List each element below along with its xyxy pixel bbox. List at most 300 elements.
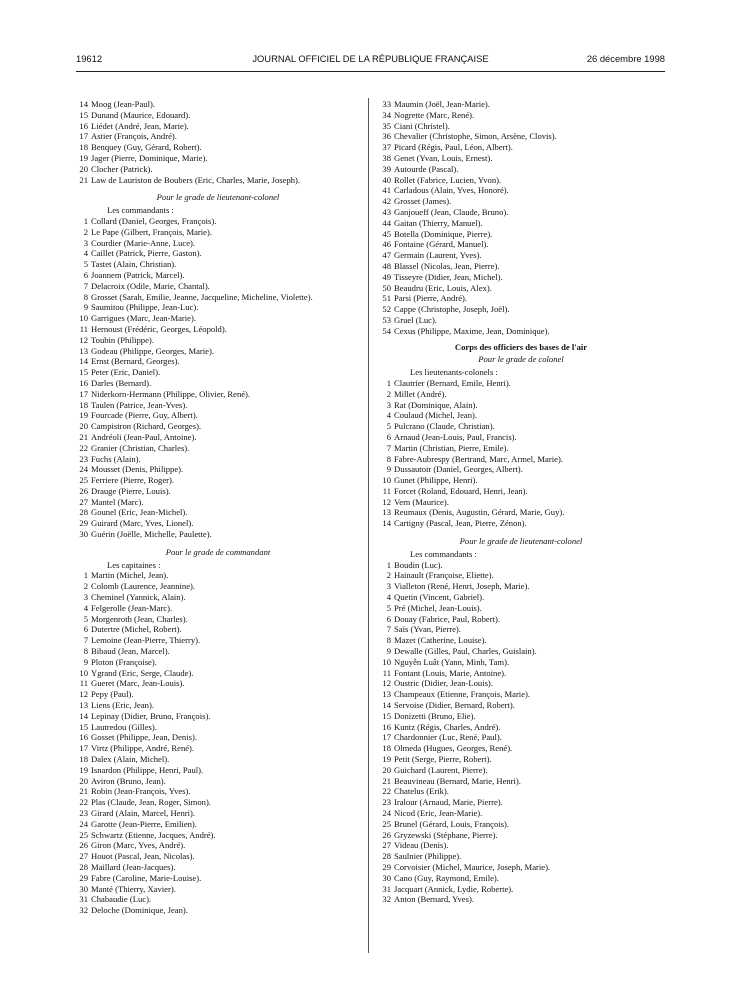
list-item xyxy=(74,410,362,421)
list-item xyxy=(377,99,665,110)
rank-number: 18 xyxy=(79,754,88,765)
officer-name: Saulnier (Philippe). xyxy=(394,851,462,862)
list-item xyxy=(377,421,665,432)
list-item xyxy=(377,250,665,261)
section-heading: Pour le grade de lieutenant-colonel xyxy=(156,192,280,203)
list-item xyxy=(74,711,362,722)
officer-name: Beauvineau (Bernard, Marie, Henri). xyxy=(394,775,521,786)
list-item xyxy=(377,830,665,841)
officer-name: Joannem (Patrick, Marcel). xyxy=(91,269,185,280)
page-header xyxy=(76,53,665,67)
list-item xyxy=(74,131,362,142)
rank-number: 7 xyxy=(386,624,391,635)
list-item xyxy=(74,99,362,110)
list-item xyxy=(74,873,362,884)
officer-name: Martin (Christian, Pierre, Emile). xyxy=(394,442,509,453)
officer-name: Pepy (Paul). xyxy=(91,689,134,700)
list-item xyxy=(74,432,362,443)
list-item xyxy=(74,378,362,389)
list-item xyxy=(74,592,362,603)
officer-name: Mousset (Denis, Philippe). xyxy=(91,464,184,475)
rank-number: 14 xyxy=(382,700,391,711)
officer-name: Giron (Marc, Yves, André). xyxy=(91,840,186,851)
rank-number: 21 xyxy=(79,786,88,797)
rank-number: 10 xyxy=(79,667,88,678)
rank-number: 14 xyxy=(79,710,88,721)
rank-number: 28 xyxy=(79,507,88,518)
list-item xyxy=(377,110,665,121)
rank-number: 16 xyxy=(382,721,391,732)
list-item xyxy=(377,581,665,592)
officer-name: Lepinay (Didier, Bruno, François). xyxy=(91,710,211,721)
officer-name: Anton (Bernard, Yves). xyxy=(394,894,474,905)
list-item xyxy=(74,454,362,465)
list-item xyxy=(74,743,362,754)
rank-number: 8 xyxy=(386,453,391,464)
list-item xyxy=(377,507,665,518)
rank-number: 42 xyxy=(382,196,391,207)
list-item xyxy=(74,497,362,508)
rank-number: 13 xyxy=(79,345,88,356)
officer-name: Forcet (Roland, Edouard, Henri, Jean). xyxy=(394,485,528,496)
officer-name: Moog (Jean-Paul). xyxy=(91,99,155,109)
rank-number: 16 xyxy=(79,377,88,388)
rank-number: 5 xyxy=(83,259,88,270)
list-item xyxy=(74,475,362,486)
officer-name: Champeaux (Etienne, François, Marie). xyxy=(394,689,531,700)
officer-name: Donizetti (Bruno, Elie). xyxy=(394,710,476,721)
officer-name: Bibaud (Jean, Marcel). xyxy=(91,646,170,657)
list-item xyxy=(377,293,665,304)
officer-name: Cappe (Christophe, Joseph, Joël). xyxy=(394,304,510,315)
rank-number: 34 xyxy=(382,109,391,120)
rank-number: 40 xyxy=(382,174,391,185)
officer-name: Douay (Fabrice, Paul, Robert). xyxy=(394,613,500,624)
list-item xyxy=(74,335,362,346)
rank-number: 30 xyxy=(382,872,391,883)
officer-name: Fontant (Louis, Marie, Antoine). xyxy=(394,667,507,678)
officer-name: Ferriere (Pierre, Roger). xyxy=(91,475,175,486)
officer-name: Isnardon (Philippe, Henri, Paul). xyxy=(91,764,204,775)
rank-number: 27 xyxy=(382,840,391,851)
rank-number: 13 xyxy=(382,507,391,518)
rank-number: 7 xyxy=(83,280,88,291)
list-item xyxy=(74,164,362,175)
officer-name: Pré (Michel, Jean-Louis). xyxy=(394,602,482,613)
officer-name: Dewalle (Gilles, Paul, Charles, Guislain). xyxy=(394,646,537,657)
list-item xyxy=(377,229,665,240)
rank-number: 8 xyxy=(386,635,391,646)
list-item xyxy=(74,678,362,689)
list-item xyxy=(377,884,665,895)
rank-number: 23 xyxy=(382,797,391,808)
section-heading: Pour le grade de colonel xyxy=(478,354,564,365)
rank-number: 32 xyxy=(79,905,88,916)
list-item xyxy=(74,765,362,776)
rank-number: 30 xyxy=(79,529,88,540)
list-item xyxy=(377,657,665,668)
rank-number: 1 xyxy=(83,570,88,581)
officer-name: Chatelus (Erik). xyxy=(394,786,449,797)
list-item xyxy=(74,110,362,121)
list-item xyxy=(74,668,362,679)
list-item xyxy=(74,367,362,378)
list-item xyxy=(74,830,362,841)
list-item xyxy=(377,400,665,411)
rank-number: 3 xyxy=(386,399,391,410)
list-item xyxy=(74,635,362,646)
list-item xyxy=(74,700,362,711)
rank-number: 20 xyxy=(79,163,88,174)
rank-number: 29 xyxy=(79,872,88,883)
list-item xyxy=(377,614,665,625)
list-item xyxy=(377,732,665,743)
rank-number: 25 xyxy=(382,818,391,829)
officer-name: Toubin (Philippe). xyxy=(91,334,154,345)
list-item xyxy=(74,421,362,432)
list-item xyxy=(74,464,362,475)
section-heading: Pour le grade de commandant xyxy=(165,546,271,557)
officer-name: Cartigny (Pascal, Jean, Pierre, Zénon). xyxy=(394,518,527,529)
rank-number: 21 xyxy=(79,431,88,442)
rank-number: 41 xyxy=(382,185,391,196)
rank-number: 10 xyxy=(382,475,391,486)
list-item xyxy=(74,443,362,454)
officer-name: Boudin (Luc). xyxy=(394,559,443,570)
officer-name: Guichard (Laurent, Pierre). xyxy=(394,764,488,775)
officer-name: Chardonnier (Luc, René, Paul). xyxy=(394,732,502,743)
list-item xyxy=(377,851,665,862)
rank-number: 4 xyxy=(83,602,88,613)
rank-number: 15 xyxy=(79,721,88,732)
rank-number: 47 xyxy=(382,250,391,261)
rank-number: 23 xyxy=(79,808,88,818)
list-item xyxy=(377,754,665,765)
list-item xyxy=(74,121,362,132)
list-item xyxy=(377,121,665,132)
officer-name: Gaitan (Thierry, Manuel). xyxy=(394,217,483,228)
list-item xyxy=(74,227,362,238)
officer-name: Ploton (Françoise). xyxy=(91,656,157,667)
officer-name: Coulaud (Michel, Jean). xyxy=(394,410,478,421)
rank-number: 6 xyxy=(83,269,88,280)
list-item xyxy=(377,894,665,905)
list-item xyxy=(377,646,665,657)
officer-name: Cano (Guy, Raymond, Emile). xyxy=(394,872,499,883)
officer-name: Tastet (Alain, Christian). xyxy=(91,259,177,270)
rank-number: 33 xyxy=(382,99,391,109)
rank-number: 21 xyxy=(382,775,391,786)
officer-name: Houot (Pascal, Jean, Nicolas). xyxy=(91,851,195,862)
list-item xyxy=(74,657,362,668)
officer-name: Guirard (Marc, Yves, Lionel). xyxy=(91,518,194,529)
list-item xyxy=(74,529,362,540)
officer-name: Martin (Michel, Jean). xyxy=(91,570,169,581)
list-item xyxy=(377,475,665,486)
list-item xyxy=(377,592,665,603)
list-item xyxy=(74,486,362,497)
list-item xyxy=(377,443,665,454)
officer-name: Brunel (Gérard, Louis, François). xyxy=(394,818,510,829)
officer-name: Fabre (Caroline, Marie-Louise). xyxy=(91,872,202,883)
rank-number: 3 xyxy=(83,592,88,603)
officer-name: Lautredou (Gilles). xyxy=(91,721,157,732)
journal-title: JOURNAL OFFICIEL DE LA RÉPUBLIQUE FRANÇAISE xyxy=(252,53,489,64)
list-item xyxy=(377,454,665,465)
list-intro: Les commandants : xyxy=(410,548,477,559)
rank-number: 2 xyxy=(83,581,88,592)
rank-number: 14 xyxy=(79,356,88,367)
section-heading: Pour le grade de lieutenant-colonel xyxy=(459,536,583,547)
officer-name: Schwartz (Etienne, Jacques, André). xyxy=(91,829,216,840)
officer-name: Ygrand (Eric, Serge, Claude). xyxy=(91,667,194,678)
list-item xyxy=(74,754,362,765)
column-divider xyxy=(368,98,369,953)
list-item xyxy=(377,722,665,733)
officer-name: Petit (Serge, Pierre, Robert). xyxy=(394,754,492,765)
list-item xyxy=(74,614,362,625)
officer-name: Nogrette (Marc, René). xyxy=(394,109,475,120)
rank-number: 36 xyxy=(382,131,391,142)
rank-number: 12 xyxy=(79,689,88,700)
rank-number: 18 xyxy=(382,743,391,754)
officer-name: Fuchs (Alain). xyxy=(91,453,141,464)
list-item xyxy=(377,218,665,229)
rank-number: 10 xyxy=(382,656,391,667)
list-item xyxy=(377,808,665,819)
rank-number: 11 xyxy=(382,485,391,496)
list-item xyxy=(74,389,362,400)
rank-number: 53 xyxy=(382,314,391,325)
rank-number: 5 xyxy=(83,613,88,624)
list-item xyxy=(74,356,362,367)
officer-name: Hainault (Françoise, Eliette). xyxy=(394,570,494,581)
list-item xyxy=(74,894,362,905)
list-item xyxy=(377,624,665,635)
rank-number: 17 xyxy=(79,131,88,142)
officer-name: Rollet (Fabrice, Lucien, Yvon). xyxy=(394,174,502,185)
officer-name: Arnaud (Jean-Louis, Paul, Francis). xyxy=(394,431,517,442)
officer-name: Jacquart (Annick, Lydie, Roberte). xyxy=(394,883,514,894)
officer-name: Chabaudie (Luc). xyxy=(91,894,152,905)
rank-number: 46 xyxy=(382,239,391,250)
rank-number: 22 xyxy=(79,442,88,453)
rank-number: 8 xyxy=(83,291,88,302)
officer-name: Mantel (Marc). xyxy=(91,496,144,507)
officer-name: Gunet (Philippe, Henri). xyxy=(394,475,478,486)
list-item xyxy=(74,776,362,787)
list-item xyxy=(74,400,362,411)
list-item xyxy=(74,313,362,324)
list-item xyxy=(74,884,362,895)
list-item xyxy=(74,216,362,227)
rank-number: 15 xyxy=(79,109,88,120)
officer-name: Taulen (Patrice, Jean-Yves). xyxy=(91,399,188,410)
officer-name: Nguyễn Luât (Yann, Minh, Tam). xyxy=(394,656,510,667)
list-item xyxy=(377,518,665,529)
officer-name: Campistron (Richard, Georges). xyxy=(91,421,202,432)
list-item xyxy=(74,808,362,819)
list-item xyxy=(377,765,665,776)
rank-number: 20 xyxy=(79,421,88,432)
rank-number: 21 xyxy=(79,174,88,185)
rank-number: 5 xyxy=(386,602,391,613)
issue-date: 26 décembre 1998 xyxy=(586,53,665,64)
list-item xyxy=(74,142,362,153)
rank-number: 1 xyxy=(386,559,391,570)
rank-number: 9 xyxy=(83,302,88,313)
rank-number: 26 xyxy=(79,840,88,851)
list-item xyxy=(377,389,665,400)
rank-number: 20 xyxy=(79,775,88,786)
rank-number: 27 xyxy=(79,851,88,862)
officer-name: Nicod (Eric, Jean-Marie). xyxy=(394,808,483,818)
officer-name: Gryzewski (Stéphane, Pierre). xyxy=(394,829,498,840)
list-item xyxy=(377,378,665,389)
officer-name: Granier (Christian, Charles). xyxy=(91,442,190,453)
rank-number: 43 xyxy=(382,206,391,217)
officer-name: Cheminel (Yannick, Alain). xyxy=(91,592,186,603)
list-item xyxy=(377,432,665,443)
rank-number: 28 xyxy=(382,851,391,862)
rank-number: 3 xyxy=(83,237,88,248)
list-item xyxy=(74,153,362,164)
list-item xyxy=(74,324,362,335)
list-item xyxy=(377,185,665,196)
list-item xyxy=(377,862,665,873)
officer-name: Niderkorn-Hermann (Philippe, Olivier, René). xyxy=(91,388,251,399)
rank-number: 17 xyxy=(79,388,88,399)
rank-number: 11 xyxy=(79,678,88,689)
list-item xyxy=(377,410,665,421)
rank-number: 17 xyxy=(79,743,88,754)
rank-number: 25 xyxy=(79,829,88,840)
officer-name: Cexus (Philippe, Maxime, Jean, Dominique). xyxy=(394,325,550,336)
rank-number: 9 xyxy=(386,464,391,475)
rank-number: 3 xyxy=(386,581,391,592)
list-intro: Les lieutenants-colonels : xyxy=(410,367,498,378)
list-item xyxy=(74,302,362,313)
officer-name: Germain (Laurent, Yves). xyxy=(394,250,482,261)
officer-name: Carladous (Alain, Yves, Honoré). xyxy=(394,185,509,196)
list-item xyxy=(74,238,362,249)
header-rule xyxy=(76,71,665,72)
officer-name: Felgerolle (Jean-Marc). xyxy=(91,602,173,613)
officer-name: Morgenroth (Jean, Charles). xyxy=(91,613,188,624)
officer-name: Ganjoueff (Jean, Claude, Bruno). xyxy=(394,206,509,217)
rank-number: 31 xyxy=(79,894,88,905)
rank-number: 39 xyxy=(382,163,391,174)
rank-number: 51 xyxy=(382,293,391,304)
rank-number: 2 xyxy=(386,570,391,581)
officer-name: Astier (François, André). xyxy=(91,131,177,142)
officer-name: Le Pape (Gilbert, François, Marie). xyxy=(91,226,212,237)
officer-name: Maumin (Joël, Jean-Marie). xyxy=(394,99,490,109)
rank-number: 52 xyxy=(382,304,391,315)
officer-name: Courdier (Marie-Anne, Luce). xyxy=(91,237,196,248)
officer-name: Reumaux (Denis, Augustin, Gérard, Marie, Guy). xyxy=(394,507,565,518)
officer-name: Virtz (Philippe, André, René). xyxy=(91,743,195,754)
officer-name: Ciani (Christel). xyxy=(394,120,450,131)
rank-number: 48 xyxy=(382,260,391,271)
rank-number: 14 xyxy=(382,518,391,529)
list-item xyxy=(74,840,362,851)
rank-number: 24 xyxy=(382,808,391,818)
officer-name: Grosset (James). xyxy=(394,196,452,207)
list-item xyxy=(377,819,665,830)
rank-number: 13 xyxy=(382,689,391,700)
rank-number: 4 xyxy=(386,410,391,421)
officer-name: Robin (Jean-François, Yves). xyxy=(91,786,191,797)
list-item xyxy=(377,603,665,614)
list-item xyxy=(74,603,362,614)
list-item xyxy=(74,581,362,592)
list-item xyxy=(74,646,362,657)
officer-name: Beaudru (Eric, Louis, Alex). xyxy=(394,282,492,293)
list-item xyxy=(74,259,362,270)
rank-number: 6 xyxy=(83,624,88,635)
officer-name: Andréoli (Jean-Paul, Antoine). xyxy=(91,431,197,442)
rank-number: 27 xyxy=(79,496,88,507)
officer-name: Rat (Dominique, Alain). xyxy=(394,399,478,410)
officer-name: Vern (Maurice). xyxy=(394,496,449,507)
officer-name: Drauge (Pierre, Louis). xyxy=(91,485,171,496)
rank-number: 11 xyxy=(382,667,391,678)
rank-number: 4 xyxy=(83,248,88,259)
rank-number: 20 xyxy=(382,764,391,775)
list-item xyxy=(377,797,665,808)
officer-name: Garotte (Jean-Pierre, Emilien). xyxy=(91,818,197,829)
rank-number: 30 xyxy=(79,883,88,894)
officer-name: Botella (Dominique, Pierre). xyxy=(394,228,493,239)
officer-name: Oustric (Didier, Jean-Louis). xyxy=(394,678,493,689)
rank-number: 1 xyxy=(386,377,391,388)
list-item xyxy=(377,635,665,646)
list-item xyxy=(74,905,362,916)
officer-name: Caillet (Patrick, Pierre, Gaston). xyxy=(91,248,202,259)
officer-name: Fontaine (Gérard, Manuel). xyxy=(394,239,489,250)
rank-number: 19 xyxy=(79,152,88,163)
rank-number: 12 xyxy=(382,678,391,689)
officer-name: Gosset (Philippe, Jean, Denis). xyxy=(91,732,197,743)
officer-name: Fourcade (Pierre, Guy, Albert). xyxy=(91,410,198,421)
list-item xyxy=(377,196,665,207)
officer-name: Dunand (Maurice, Edouard). xyxy=(91,109,191,120)
rank-number: 5 xyxy=(386,421,391,432)
list-item xyxy=(74,722,362,733)
officer-name: Clautrier (Bernard, Emile, Henri). xyxy=(394,377,511,388)
rank-number: 12 xyxy=(382,496,391,507)
list-item xyxy=(377,142,665,153)
list-item xyxy=(74,518,362,529)
officer-name: Delacroix (Odile, Marie, Chantal). xyxy=(91,280,210,291)
officer-name: Law de Lauriston de Boubers (Eric, Charles, Marie, Joseph). xyxy=(91,174,301,185)
rank-number: 25 xyxy=(79,475,88,486)
officer-name: Iralour (Arnaud, Marie, Pierre). xyxy=(394,797,503,808)
rank-number: 49 xyxy=(382,271,391,282)
officer-name: Fabre-Aubrespy (Bertrand, Marc, Armel, Marie). xyxy=(394,453,563,464)
officer-name: Guérin (Joëlle, Michelle, Paulette). xyxy=(91,529,212,540)
list-item xyxy=(377,689,665,700)
rank-number: 1 xyxy=(83,215,88,226)
list-item xyxy=(377,153,665,164)
officer-name: Blassel (Nicolas, Jean, Pierre). xyxy=(394,260,500,271)
officer-name: Mazet (Catherine, Louise). xyxy=(394,635,487,646)
rank-number: 29 xyxy=(79,518,88,529)
list-item xyxy=(377,776,665,787)
list-item xyxy=(377,164,665,175)
rank-number: 19 xyxy=(79,764,88,775)
